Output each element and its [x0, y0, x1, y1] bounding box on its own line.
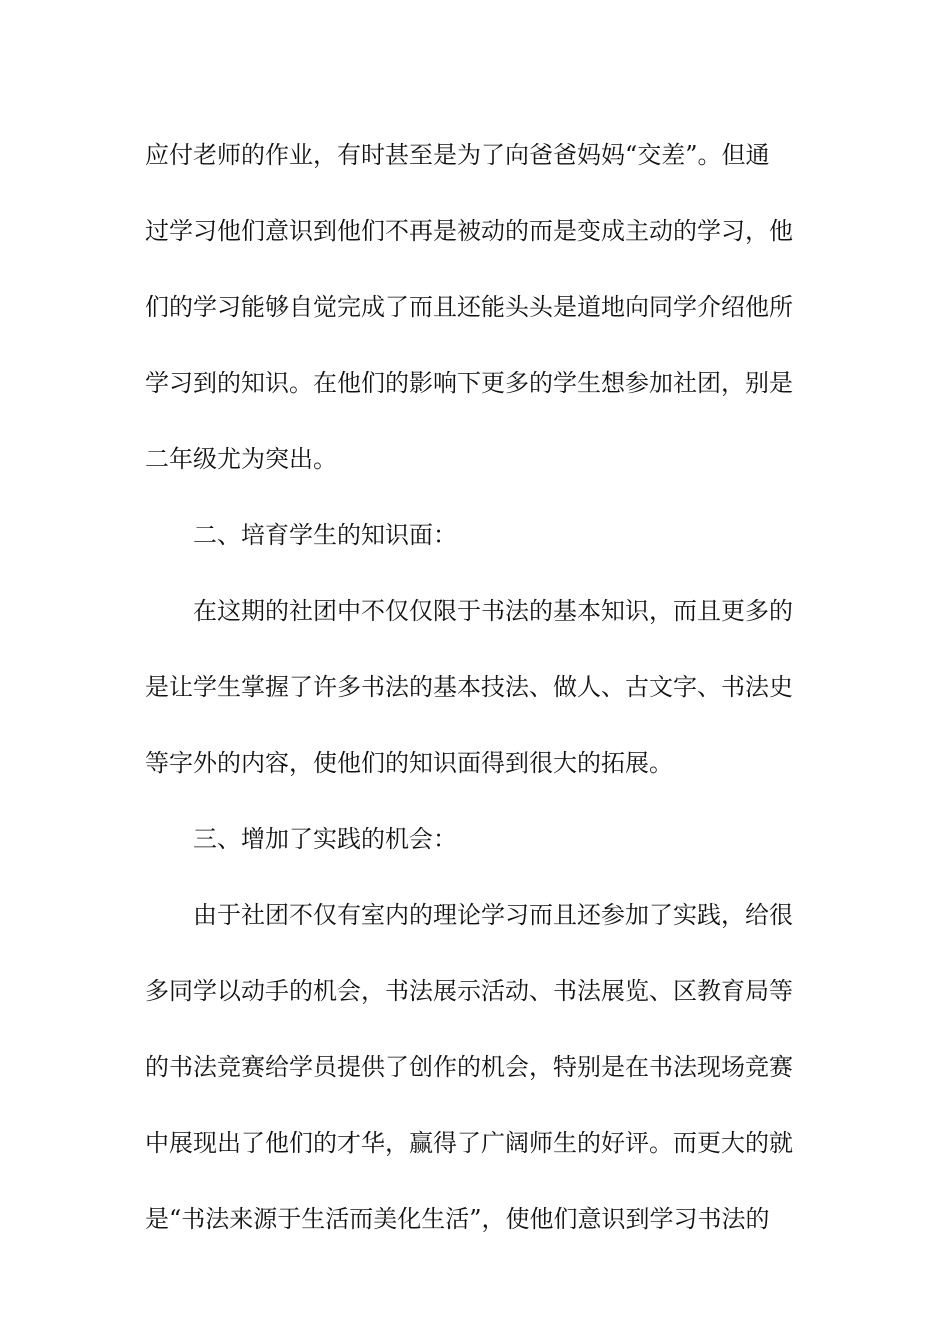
paragraph-first-line: 在这期的社团中不仅仅限于书法的基本知识，而且更多的 [193, 597, 793, 625]
text-line: 学习到的知识。在他们的影响下更多的学生想参加社团，别是 [145, 369, 793, 397]
text-line: 等字外的内容，使他们的知识面得到很大的拓展。 [145, 749, 673, 777]
text-line: 的书法竞赛给学员提供了创作的机会，特别是在书法现场竞赛 [145, 1053, 793, 1081]
text-line: 是让学生掌握了许多书法的基本技法、做人、古文字、书法史 [145, 673, 793, 701]
section-heading: 二、培育学生的知识面： [193, 521, 457, 549]
text-line: 们的学习能够自觉完成了而且还能头头是道地向同学介绍他所 [145, 293, 793, 321]
text-line: 中展现出了他们的才华，赢得了广阔师生的好评。而更大的就 [145, 1129, 793, 1157]
text-line: 过学习他们意识到他们不再是被动的而是变成主动的学习，他 [145, 217, 793, 245]
document-body [145, 127, 810, 1267]
paragraph-first-line: 由于社团不仅有室内的理论学习而且还参加了实践，给很 [193, 901, 793, 929]
text-line: 多同学以动手的机会，书法展示活动、书法展览、区教育局等 [145, 977, 793, 1005]
section-heading: 三、增加了实践的机会： [193, 825, 457, 853]
text-line: 是“书法来源于生活而美化生活”，使他们意识到学习书法的 [145, 1205, 770, 1233]
text-line: 应付老师的作业，有时甚至是为了向爸爸妈妈“交差”。但通 [145, 141, 770, 169]
text-line: 二年级尤为突出。 [145, 445, 337, 473]
